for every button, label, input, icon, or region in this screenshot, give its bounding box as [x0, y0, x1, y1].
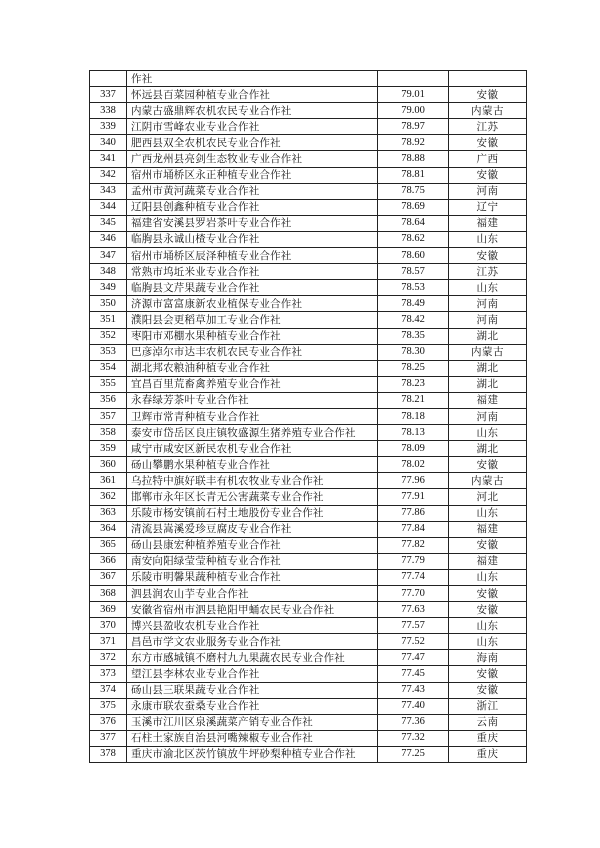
province-cell: 湖北: [449, 376, 527, 392]
province-cell: 福建: [449, 553, 527, 569]
province-cell: 安徽: [449, 135, 527, 151]
score-cell: 77.82: [378, 537, 449, 553]
province-cell: 安徽: [449, 682, 527, 698]
row-number-cell: 353: [90, 344, 127, 360]
table-row: [90, 569, 527, 585]
province-cell: 山东: [449, 634, 527, 650]
cooperative-name-cell: 宿州市埇桥区辰泽种植专业合作社: [127, 248, 378, 264]
row-number-cell: 365: [90, 537, 127, 553]
score-cell: 77.43: [378, 682, 449, 698]
table-row: [90, 521, 527, 537]
table-row: [90, 344, 527, 360]
table-body: [90, 71, 527, 763]
cooperative-name-cell: 砀山县三联果蔬专业合作社: [127, 682, 378, 698]
row-number-cell: 346: [90, 231, 127, 247]
province-cell: 辽宁: [449, 199, 527, 215]
cooperative-name-cell: 重庆市渝北区茨竹镇放牛坪砂梨种植专业合作社: [127, 746, 378, 762]
score-cell: 77.63: [378, 602, 449, 618]
score-cell: 79.01: [378, 87, 449, 103]
table-row: [90, 634, 527, 650]
row-number-cell: 350: [90, 296, 127, 312]
province-cell: 江苏: [449, 264, 527, 280]
province-cell: 河北: [449, 489, 527, 505]
table-row: [90, 199, 527, 215]
table-row-continuation: [90, 71, 527, 87]
table-row: [90, 682, 527, 698]
score-cell: 78.97: [378, 119, 449, 135]
row-number-cell: 371: [90, 634, 127, 650]
table-row: [90, 119, 527, 135]
score-cell: 78.02: [378, 457, 449, 473]
province-cell: 安徽: [449, 457, 527, 473]
score-cell: 78.18: [378, 408, 449, 424]
score-cell: 77.91: [378, 489, 449, 505]
cooperative-name-cell: 南安向阳绿莹莹种植专业合作社: [127, 553, 378, 569]
cooperative-name-cell: 砀山攀鹏水果种植专业合作社: [127, 457, 378, 473]
table-row: [90, 746, 527, 762]
province-cell: 江苏: [449, 119, 527, 135]
cooperative-name-cell: 望江县李林农业专业合作社: [127, 666, 378, 682]
table-row: [90, 441, 527, 457]
row-number-cell: 375: [90, 698, 127, 714]
score-cell: 78.42: [378, 312, 449, 328]
score-cell: 77.52: [378, 634, 449, 650]
row-number-cell: 372: [90, 650, 127, 666]
row-number-cell: 364: [90, 521, 127, 537]
row-number-cell: 347: [90, 248, 127, 264]
row-number-cell: 340: [90, 135, 127, 151]
table-row: [90, 392, 527, 408]
cooperative-name-cell: 临朐县文芹果蔬专业合作社: [127, 280, 378, 296]
cooperative-name-cell: 宜昌百里荒畜禽养殖专业合作社: [127, 376, 378, 392]
cooperative-name-cell: 孟州市黄河蔬菜专业合作社: [127, 183, 378, 199]
row-number-cell: 338: [90, 103, 127, 119]
score-cell: 78.75: [378, 183, 449, 199]
table-row: [90, 666, 527, 682]
province-cell: 山东: [449, 505, 527, 521]
cooperative-name-cell: 乐陵市杨安镇前石村土地股份专业合作社: [127, 505, 378, 521]
table-row: [90, 602, 527, 618]
cooperative-name-cell: 宿州市埇桥区永正种植专业合作社: [127, 167, 378, 183]
cooperative-name-cell: 石柱土家族自治县河嘴辣椒专业合作社: [127, 730, 378, 746]
table-row: [90, 312, 527, 328]
score-cell: 78.25: [378, 360, 449, 376]
table-row: [90, 457, 527, 473]
row-number-cell: 377: [90, 730, 127, 746]
table-row: [90, 650, 527, 666]
province-cell: 安徽: [449, 248, 527, 264]
cooperative-name-cell: 乐陵市明馨果蔬种植专业合作社: [127, 569, 378, 585]
row-number-cell: 342: [90, 167, 127, 183]
province-cell: 福建: [449, 215, 527, 231]
row-number-cell: 359: [90, 441, 127, 457]
cooperative-name-cell: 辽阳县创鑫种植专业合作社: [127, 199, 378, 215]
table-row: [90, 698, 527, 714]
cooperative-name-cell: 常熟市坞坵米业专业合作社: [127, 264, 378, 280]
score-cell: 78.49: [378, 296, 449, 312]
score-cell: 77.70: [378, 586, 449, 602]
table-row: [90, 248, 527, 264]
table-row: [90, 714, 527, 730]
cooperative-name-cell: 江阴市雪峰农业专业合作社: [127, 119, 378, 135]
province-cell: 福建: [449, 392, 527, 408]
cooperative-name-cell: 玉溪市江川区泉溪蔬菜产销专业合作社: [127, 714, 378, 730]
score-cell: 78.09: [378, 441, 449, 457]
score-cell: [378, 71, 449, 87]
row-number-cell: 374: [90, 682, 127, 698]
province-cell: [449, 71, 527, 87]
table-row: [90, 618, 527, 634]
score-cell: 78.92: [378, 135, 449, 151]
row-number-cell: [90, 71, 127, 87]
table-row: [90, 183, 527, 199]
cooperative-ranking-table: [89, 70, 527, 763]
cooperative-name-cell: 砀山县康宏种植养殖专业合作社: [127, 537, 378, 553]
score-cell: 78.60: [378, 248, 449, 264]
province-cell: 山东: [449, 280, 527, 296]
score-cell: 77.40: [378, 698, 449, 714]
score-cell: 78.35: [378, 328, 449, 344]
province-cell: 湖北: [449, 441, 527, 457]
province-cell: 湖北: [449, 360, 527, 376]
cooperative-name-cell: 濮阳县会更稻草加工专业合作社: [127, 312, 378, 328]
table-row: [90, 505, 527, 521]
table-row: [90, 151, 527, 167]
row-number-cell: 355: [90, 376, 127, 392]
row-number-cell: 373: [90, 666, 127, 682]
score-cell: 78.13: [378, 425, 449, 441]
cooperative-name-cell: 作社: [127, 71, 378, 87]
province-cell: 山东: [449, 569, 527, 585]
province-cell: 安徽: [449, 586, 527, 602]
province-cell: 河南: [449, 296, 527, 312]
row-number-cell: 360: [90, 457, 127, 473]
province-cell: 重庆: [449, 730, 527, 746]
row-number-cell: 341: [90, 151, 127, 167]
score-cell: 77.36: [378, 714, 449, 730]
score-cell: 77.74: [378, 569, 449, 585]
row-number-cell: 354: [90, 360, 127, 376]
cooperative-name-cell: 湖北邦农粮油种植专业合作社: [127, 360, 378, 376]
cooperative-name-cell: 昌邑市学文农业服务专业合作社: [127, 634, 378, 650]
cooperative-name-cell: 安徽省宿州市泗县艳阳甲蛹农民专业合作社: [127, 602, 378, 618]
table-row: [90, 489, 527, 505]
row-number-cell: 361: [90, 473, 127, 489]
score-cell: 77.86: [378, 505, 449, 521]
table-row: [90, 425, 527, 441]
cooperative-name-cell: 博兴县盈收农机专业合作社: [127, 618, 378, 634]
score-cell: 78.30: [378, 344, 449, 360]
table-row: [90, 87, 527, 103]
cooperative-name-cell: 清流县嵩溪爱珍豆腐皮专业合作社: [127, 521, 378, 537]
table-row: [90, 103, 527, 119]
cooperative-name-cell: 泗县润农山芋专业合作社: [127, 586, 378, 602]
province-cell: 云南: [449, 714, 527, 730]
province-cell: 内蒙古: [449, 103, 527, 119]
cooperative-name-cell: 巴彦淖尔市达丰农机农民专业合作社: [127, 344, 378, 360]
score-cell: 77.45: [378, 666, 449, 682]
row-number-cell: 378: [90, 746, 127, 762]
province-cell: 湖北: [449, 328, 527, 344]
row-number-cell: 362: [90, 489, 127, 505]
score-cell: 77.47: [378, 650, 449, 666]
row-number-cell: 358: [90, 425, 127, 441]
row-number-cell: 357: [90, 408, 127, 424]
table-row: [90, 408, 527, 424]
province-cell: 山东: [449, 425, 527, 441]
table-row: [90, 215, 527, 231]
province-cell: 浙江: [449, 698, 527, 714]
cooperative-name-cell: 乌拉特中旗好联丰有机农牧业专业合作社: [127, 473, 378, 489]
province-cell: 内蒙古: [449, 473, 527, 489]
row-number-cell: 369: [90, 602, 127, 618]
cooperative-name-cell: 福建省安溪县罗岩茶叶专业合作社: [127, 215, 378, 231]
table-row: [90, 231, 527, 247]
row-number-cell: 366: [90, 553, 127, 569]
cooperative-name-cell: 内蒙古盛鼎辉农机农民专业合作社: [127, 103, 378, 119]
row-number-cell: 343: [90, 183, 127, 199]
cooperative-name-cell: 邯郸市永年区长青无公害蔬菜专业合作社: [127, 489, 378, 505]
score-cell: 78.69: [378, 199, 449, 215]
row-number-cell: 337: [90, 87, 127, 103]
table-row: [90, 553, 527, 569]
cooperative-name-cell: 卫辉市常青种植专业合作社: [127, 408, 378, 424]
cooperative-name-cell: 泰安市岱岳区良庄镇牧盛源生猪养殖专业合作社: [127, 425, 378, 441]
row-number-cell: 363: [90, 505, 127, 521]
score-cell: 77.79: [378, 553, 449, 569]
score-cell: 78.57: [378, 264, 449, 280]
province-cell: 河南: [449, 312, 527, 328]
province-cell: 河南: [449, 183, 527, 199]
score-cell: 78.23: [378, 376, 449, 392]
cooperative-name-cell: 枣阳市邓棚水果种植专业合作社: [127, 328, 378, 344]
row-number-cell: 356: [90, 392, 127, 408]
table-row: [90, 730, 527, 746]
province-cell: 重庆: [449, 746, 527, 762]
cooperative-name-cell: 广西龙州县亮剑生态牧业专业合作社: [127, 151, 378, 167]
table-row: [90, 280, 527, 296]
cooperative-name-cell: 怀远县百菜园种植专业合作社: [127, 87, 378, 103]
score-cell: 77.96: [378, 473, 449, 489]
row-number-cell: 345: [90, 215, 127, 231]
cooperative-name-cell: 东方市感城镇不磨村九九果蔬农民专业合作社: [127, 650, 378, 666]
row-number-cell: 349: [90, 280, 127, 296]
row-number-cell: 368: [90, 586, 127, 602]
score-cell: 77.57: [378, 618, 449, 634]
cooperative-name-cell: 永春绿芳茶叶专业合作社: [127, 392, 378, 408]
cooperative-name-cell: 济源市富富康新农业植保专业合作社: [127, 296, 378, 312]
table-row: [90, 167, 527, 183]
row-number-cell: 348: [90, 264, 127, 280]
table-row: [90, 135, 527, 151]
table-row: [90, 473, 527, 489]
score-cell: 78.53: [378, 280, 449, 296]
score-cell: 77.25: [378, 746, 449, 762]
table-row: [90, 328, 527, 344]
province-cell: 安徽: [449, 537, 527, 553]
row-number-cell: 376: [90, 714, 127, 730]
table-row: [90, 537, 527, 553]
row-number-cell: 339: [90, 119, 127, 135]
province-cell: 海南: [449, 650, 527, 666]
province-cell: 安徽: [449, 87, 527, 103]
score-cell: 77.84: [378, 521, 449, 537]
score-cell: 79.00: [378, 103, 449, 119]
table-row: [90, 264, 527, 280]
cooperative-name-cell: 肥西县双全农机农民专业合作社: [127, 135, 378, 151]
score-cell: 78.81: [378, 167, 449, 183]
province-cell: 福建: [449, 521, 527, 537]
table-row: [90, 586, 527, 602]
row-number-cell: 344: [90, 199, 127, 215]
row-number-cell: 351: [90, 312, 127, 328]
score-cell: 77.32: [378, 730, 449, 746]
table-row: [90, 376, 527, 392]
score-cell: 78.88: [378, 151, 449, 167]
score-cell: 78.62: [378, 231, 449, 247]
province-cell: 安徽: [449, 666, 527, 682]
table-row: [90, 360, 527, 376]
row-number-cell: 367: [90, 569, 127, 585]
table-row: [90, 296, 527, 312]
province-cell: 山东: [449, 618, 527, 634]
row-number-cell: 352: [90, 328, 127, 344]
cooperative-name-cell: 咸宁市咸安区新民农机专业合作社: [127, 441, 378, 457]
score-cell: 78.21: [378, 392, 449, 408]
cooperative-name-cell: 临朐县永诚山楂专业合作社: [127, 231, 378, 247]
province-cell: 安徽: [449, 602, 527, 618]
province-cell: 山东: [449, 231, 527, 247]
row-number-cell: 370: [90, 618, 127, 634]
province-cell: 河南: [449, 408, 527, 424]
cooperative-name-cell: 永康市联农蚕桑专业合作社: [127, 698, 378, 714]
province-cell: 内蒙古: [449, 344, 527, 360]
score-cell: 78.64: [378, 215, 449, 231]
province-cell: 广西: [449, 151, 527, 167]
province-cell: 安徽: [449, 167, 527, 183]
